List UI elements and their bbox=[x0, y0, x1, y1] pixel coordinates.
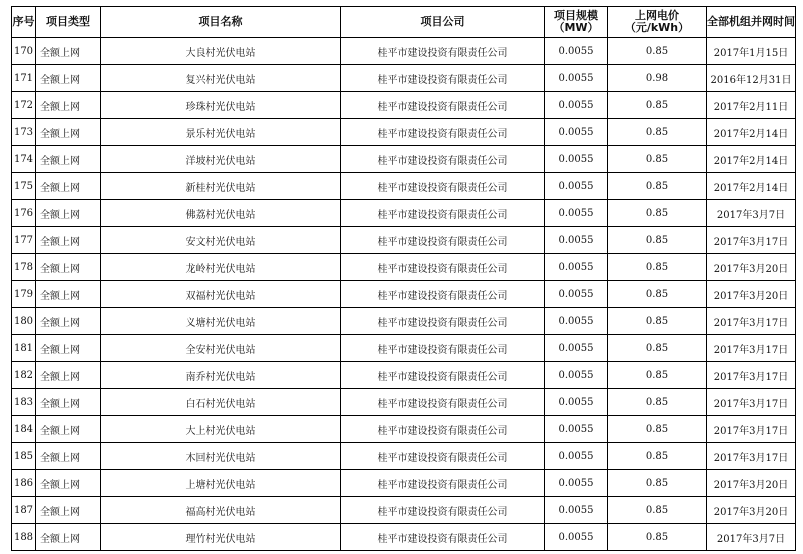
document-page bbox=[11, 6, 796, 551]
cell-seq: 180 bbox=[12, 308, 36, 335]
cell-company: 桂平市建设投资有限责任公司 bbox=[341, 173, 545, 200]
header-scale-line2: （MW） bbox=[553, 21, 599, 34]
cell-date: 2017年2月14日 bbox=[707, 173, 796, 200]
header-name: 项目名称 bbox=[101, 7, 341, 38]
cell-scale: 0.0055 bbox=[545, 281, 608, 308]
cell-scale: 0.0055 bbox=[545, 335, 608, 362]
cell-price: 0.85 bbox=[608, 362, 707, 389]
cell-name: 理竹村光伏电站 bbox=[101, 524, 341, 551]
cell-name: 新桂村光伏电站 bbox=[101, 173, 341, 200]
cell-type: 全额上网 bbox=[36, 524, 101, 551]
cell-company: 桂平市建设投资有限责任公司 bbox=[341, 281, 545, 308]
cell-name: 洋坡村光伏电站 bbox=[101, 146, 341, 173]
table-row bbox=[12, 119, 796, 146]
cell-name: 白石村光伏电站 bbox=[101, 389, 341, 416]
cell-seq: 186 bbox=[12, 470, 36, 497]
cell-date: 2017年3月17日 bbox=[707, 308, 796, 335]
cell-company: 桂平市建设投资有限责任公司 bbox=[341, 65, 545, 92]
table-row bbox=[12, 281, 796, 308]
table-row bbox=[12, 173, 796, 200]
cell-name: 大良村光伏电站 bbox=[101, 38, 341, 65]
cell-price: 0.98 bbox=[608, 65, 707, 92]
cell-company: 桂平市建设投资有限责任公司 bbox=[341, 443, 545, 470]
cell-seq: 185 bbox=[12, 443, 36, 470]
cell-type: 全额上网 bbox=[36, 362, 101, 389]
cell-date: 2017年3月17日 bbox=[707, 389, 796, 416]
cell-company: 桂平市建设投资有限责任公司 bbox=[341, 335, 545, 362]
cell-price: 0.85 bbox=[608, 227, 707, 254]
table-row bbox=[12, 200, 796, 227]
cell-seq: 181 bbox=[12, 335, 36, 362]
cell-scale: 0.0055 bbox=[545, 443, 608, 470]
project-table bbox=[11, 6, 796, 551]
cell-price: 0.85 bbox=[608, 146, 707, 173]
cell-date: 2016年12月31日 bbox=[707, 65, 796, 92]
cell-seq: 170 bbox=[12, 38, 36, 65]
cell-price: 0.85 bbox=[608, 119, 707, 146]
cell-seq: 188 bbox=[12, 524, 36, 551]
table-row bbox=[12, 389, 796, 416]
header-scale-line1: 项目规模 bbox=[554, 9, 598, 22]
cell-seq: 184 bbox=[12, 416, 36, 443]
header-type: 项目类型 bbox=[36, 7, 101, 38]
table-row bbox=[12, 38, 796, 65]
table-row bbox=[12, 416, 796, 443]
table-body bbox=[12, 38, 796, 551]
cell-name: 安文村光伏电站 bbox=[101, 227, 341, 254]
cell-type: 全额上网 bbox=[36, 92, 101, 119]
table-row bbox=[12, 443, 796, 470]
cell-type: 全额上网 bbox=[36, 119, 101, 146]
cell-company: 桂平市建设投资有限责任公司 bbox=[341, 416, 545, 443]
table-row bbox=[12, 146, 796, 173]
cell-seq: 173 bbox=[12, 119, 36, 146]
cell-company: 桂平市建设投资有限责任公司 bbox=[341, 227, 545, 254]
table-row bbox=[12, 254, 796, 281]
header-seq: 序号 bbox=[12, 7, 36, 38]
cell-price: 0.85 bbox=[608, 443, 707, 470]
table-row bbox=[12, 308, 796, 335]
cell-seq: 172 bbox=[12, 92, 36, 119]
cell-price: 0.85 bbox=[608, 389, 707, 416]
cell-seq: 187 bbox=[12, 497, 36, 524]
cell-company: 桂平市建设投资有限责任公司 bbox=[341, 254, 545, 281]
cell-company: 桂平市建设投资有限责任公司 bbox=[341, 146, 545, 173]
cell-seq: 171 bbox=[12, 65, 36, 92]
cell-company: 桂平市建设投资有限责任公司 bbox=[341, 389, 545, 416]
cell-name: 福高村光伏电站 bbox=[101, 497, 341, 524]
cell-scale: 0.0055 bbox=[545, 470, 608, 497]
cell-scale: 0.0055 bbox=[545, 524, 608, 551]
cell-scale: 0.0055 bbox=[545, 200, 608, 227]
cell-name: 全安村光伏电站 bbox=[101, 335, 341, 362]
cell-date: 2017年3月20日 bbox=[707, 497, 796, 524]
cell-type: 全额上网 bbox=[36, 38, 101, 65]
cell-scale: 0.0055 bbox=[545, 254, 608, 281]
cell-seq: 179 bbox=[12, 281, 36, 308]
cell-name: 双福村光伏电站 bbox=[101, 281, 341, 308]
cell-price: 0.85 bbox=[608, 200, 707, 227]
cell-price: 0.85 bbox=[608, 308, 707, 335]
cell-price: 0.85 bbox=[608, 92, 707, 119]
cell-date: 2017年3月17日 bbox=[707, 362, 796, 389]
cell-date: 2017年1月15日 bbox=[707, 38, 796, 65]
cell-type: 全额上网 bbox=[36, 200, 101, 227]
cell-seq: 183 bbox=[12, 389, 36, 416]
cell-date: 2017年2月14日 bbox=[707, 146, 796, 173]
cell-scale: 0.0055 bbox=[545, 308, 608, 335]
table-row bbox=[12, 65, 796, 92]
cell-scale: 0.0055 bbox=[545, 65, 608, 92]
table-row bbox=[12, 335, 796, 362]
cell-type: 全额上网 bbox=[36, 389, 101, 416]
header-price-line1: 上网电价 bbox=[635, 9, 679, 22]
cell-date: 2017年3月7日 bbox=[707, 200, 796, 227]
cell-name: 南乔村光伏电站 bbox=[101, 362, 341, 389]
cell-type: 全额上网 bbox=[36, 281, 101, 308]
cell-scale: 0.0055 bbox=[545, 389, 608, 416]
cell-name: 义塘村光伏电站 bbox=[101, 308, 341, 335]
cell-date: 2017年3月17日 bbox=[707, 416, 796, 443]
cell-company: 桂平市建设投资有限责任公司 bbox=[341, 362, 545, 389]
cell-type: 全额上网 bbox=[36, 416, 101, 443]
cell-company: 桂平市建设投资有限责任公司 bbox=[341, 119, 545, 146]
cell-price: 0.85 bbox=[608, 524, 707, 551]
cell-company: 桂平市建设投资有限责任公司 bbox=[341, 92, 545, 119]
cell-date: 2017年3月17日 bbox=[707, 335, 796, 362]
cell-type: 全额上网 bbox=[36, 443, 101, 470]
cell-date: 2017年3月7日 bbox=[707, 524, 796, 551]
cell-company: 桂平市建设投资有限责任公司 bbox=[341, 38, 545, 65]
cell-seq: 178 bbox=[12, 254, 36, 281]
cell-price: 0.85 bbox=[608, 470, 707, 497]
cell-date: 2017年3月17日 bbox=[707, 227, 796, 254]
cell-type: 全额上网 bbox=[36, 335, 101, 362]
table-row bbox=[12, 92, 796, 119]
cell-name: 景乐村光伏电站 bbox=[101, 119, 341, 146]
cell-scale: 0.0055 bbox=[545, 173, 608, 200]
cell-seq: 174 bbox=[12, 146, 36, 173]
cell-type: 全额上网 bbox=[36, 497, 101, 524]
header-company: 项目公司 bbox=[341, 7, 545, 38]
cell-price: 0.85 bbox=[608, 38, 707, 65]
cell-type: 全额上网 bbox=[36, 308, 101, 335]
table-row bbox=[12, 470, 796, 497]
cell-date: 2017年3月20日 bbox=[707, 470, 796, 497]
header-price bbox=[608, 7, 707, 38]
cell-type: 全额上网 bbox=[36, 254, 101, 281]
cell-scale: 0.0055 bbox=[545, 119, 608, 146]
cell-type: 全额上网 bbox=[36, 146, 101, 173]
cell-price: 0.85 bbox=[608, 335, 707, 362]
cell-price: 0.85 bbox=[608, 173, 707, 200]
cell-name: 佛荔村光伏电站 bbox=[101, 200, 341, 227]
cell-price: 0.85 bbox=[608, 497, 707, 524]
cell-type: 全额上网 bbox=[36, 173, 101, 200]
cell-date: 2017年3月20日 bbox=[707, 281, 796, 308]
cell-name: 大上村光伏电站 bbox=[101, 416, 341, 443]
cell-scale: 0.0055 bbox=[545, 146, 608, 173]
cell-scale: 0.0055 bbox=[545, 362, 608, 389]
table-row bbox=[12, 362, 796, 389]
cell-seq: 175 bbox=[12, 173, 36, 200]
table-row bbox=[12, 227, 796, 254]
cell-name: 木回村光伏电站 bbox=[101, 443, 341, 470]
cell-name: 上塘村光伏电站 bbox=[101, 470, 341, 497]
cell-type: 全额上网 bbox=[36, 65, 101, 92]
cell-type: 全额上网 bbox=[36, 470, 101, 497]
table-row bbox=[12, 497, 796, 524]
table-row bbox=[12, 524, 796, 551]
cell-seq: 177 bbox=[12, 227, 36, 254]
cell-date: 2017年2月14日 bbox=[707, 119, 796, 146]
cell-date: 2017年3月20日 bbox=[707, 254, 796, 281]
header-date: 全部机组并网时间 bbox=[707, 7, 796, 38]
cell-type: 全额上网 bbox=[36, 227, 101, 254]
cell-date: 2017年3月17日 bbox=[707, 443, 796, 470]
cell-company: 桂平市建设投资有限责任公司 bbox=[341, 524, 545, 551]
cell-price: 0.85 bbox=[608, 254, 707, 281]
cell-name: 复兴村光伏电站 bbox=[101, 65, 341, 92]
cell-price: 0.85 bbox=[608, 281, 707, 308]
cell-date: 2017年2月11日 bbox=[707, 92, 796, 119]
cell-price: 0.85 bbox=[608, 416, 707, 443]
cell-scale: 0.0055 bbox=[545, 92, 608, 119]
cell-name: 珍珠村光伏电站 bbox=[101, 92, 341, 119]
cell-company: 桂平市建设投资有限责任公司 bbox=[341, 470, 545, 497]
cell-company: 桂平市建设投资有限责任公司 bbox=[341, 497, 545, 524]
cell-seq: 182 bbox=[12, 362, 36, 389]
cell-company: 桂平市建设投资有限责任公司 bbox=[341, 308, 545, 335]
cell-scale: 0.0055 bbox=[545, 38, 608, 65]
cell-scale: 0.0055 bbox=[545, 497, 608, 524]
header-row bbox=[12, 7, 796, 38]
cell-scale: 0.0055 bbox=[545, 227, 608, 254]
cell-seq: 176 bbox=[12, 200, 36, 227]
header-price-line2: （元/kWh） bbox=[624, 21, 690, 34]
cell-name: 龙岭村光伏电站 bbox=[101, 254, 341, 281]
cell-scale: 0.0055 bbox=[545, 416, 608, 443]
header-scale bbox=[545, 7, 608, 38]
cell-company: 桂平市建设投资有限责任公司 bbox=[341, 200, 545, 227]
